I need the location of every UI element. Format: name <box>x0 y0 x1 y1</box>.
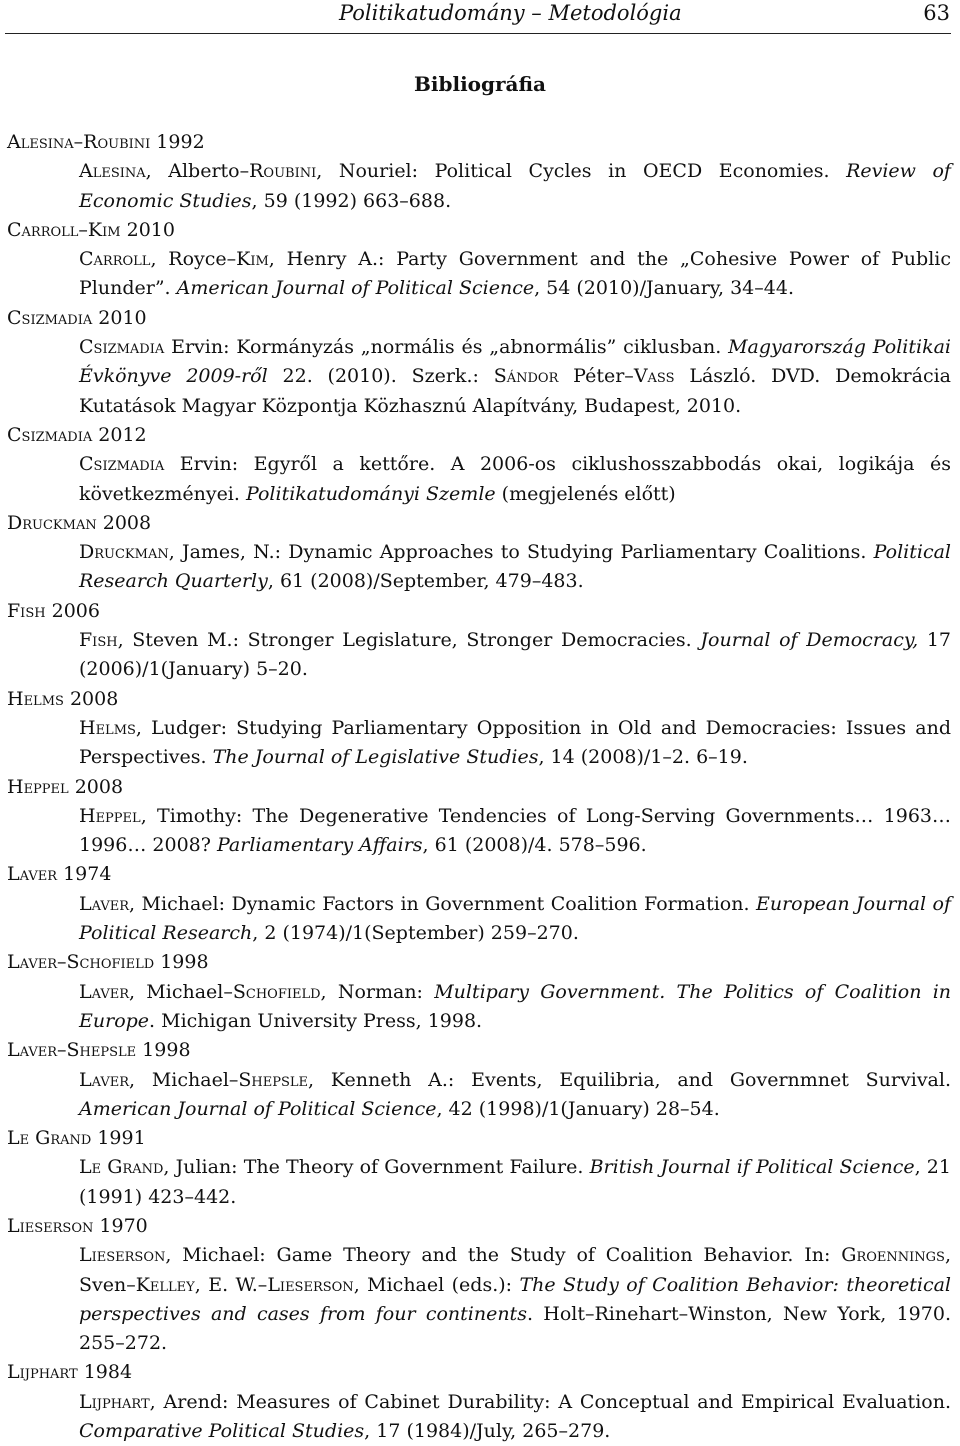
citation-text: . Michigan University Press, 1998. <box>149 1009 483 1032</box>
author-name: Sándor <box>493 365 559 388</box>
publication-title: European Journal of Political Research <box>79 892 951 945</box>
author-name: Laver <box>79 1068 130 1091</box>
citation-text: , James, N.: Dynamic Approaches to Studying Parliamentary Coalitions. <box>168 541 874 564</box>
citation-text: , Steven M.: Stronger Legislature, Stronger Democracies. <box>117 629 701 652</box>
citation-text: , 14 (2008)/1–2. 6–19. <box>538 746 748 769</box>
citation-text: , Michael: Game Theory and the Study of Coalition Behavior. In: <box>165 1244 842 1267</box>
citation-text: (megjelenés előtt) <box>495 482 676 505</box>
author-name: Vass <box>633 365 675 388</box>
bib-entry <box>7 860 951 948</box>
citation-text: László. DVD. Demokrácia Kutatások Magyar Központja Közhasznú Alapítvány, Budapest, 2010. <box>79 365 951 417</box>
citation-text: , 59 (1992) 663–688. <box>251 189 452 212</box>
bib-entry-text <box>79 245 951 304</box>
citation-text: , Norman: <box>320 980 435 1003</box>
header-rule <box>5 33 951 34</box>
page-number: 63 <box>923 1 950 25</box>
bib-entry-key: Alesina–Roubini 1992 <box>7 131 205 153</box>
bib-entry <box>7 128 951 216</box>
citation-text: , 21 (1991) 423–442. <box>79 1156 951 1208</box>
author-name: Carroll <box>79 248 151 271</box>
author-name: Groennings <box>841 1244 945 1267</box>
publication-title: Magyarország Politikai Évkönyve 2009-ről <box>79 336 951 388</box>
publication-title: Journal of Democracy, <box>700 629 919 652</box>
bib-entry-text <box>79 714 951 773</box>
author-name: Roubini <box>249 160 317 183</box>
publication-title: Political Research Quarterly <box>79 541 951 593</box>
bib-entry <box>7 1358 951 1446</box>
bib-entry-text <box>79 1153 951 1212</box>
citation-text: , Nouriel: Political Cycles in OECD Economies. <box>316 160 847 183</box>
bib-entry-key: Carroll–Kim 2010 <box>7 218 175 241</box>
citation-text: , Sven– <box>79 1244 951 1296</box>
citation-text: , 2 (1974)/1(September) 259–270. <box>252 922 579 945</box>
author-name: Kelley <box>135 1273 195 1296</box>
author-name: Shepsle <box>238 1068 309 1091</box>
publication-title: The Journal of Legislative Studies <box>212 746 539 769</box>
publication-title: Comparative Political Studies <box>79 1420 365 1443</box>
author-name: Lieserson <box>267 1273 354 1296</box>
running-title: Politikatudomány – Metodológia <box>339 1 682 25</box>
author-name: Csizmadia <box>79 336 165 359</box>
bib-entry <box>7 509 951 597</box>
citation-text: , E. W.– <box>194 1273 268 1296</box>
bib-entry-text <box>79 538 951 597</box>
bib-entry-key: Laver 1974 <box>7 863 112 886</box>
publication-title: Review of Economic Studies <box>79 160 951 212</box>
author-name: Kim <box>236 248 269 271</box>
bib-entry-text <box>79 1066 951 1125</box>
citation-text: , 42 (1998)/1(January) 28–54. <box>436 1097 720 1120</box>
citation-text: . Holt–Rinehart–Winston, New York, 1970. 255–272. <box>79 1302 951 1355</box>
author-name: Schofield <box>232 980 321 1003</box>
citation-text: , 17 (1984)/July, 265–279. <box>364 1420 611 1443</box>
author-name: Laver <box>79 980 130 1003</box>
bib-entry-key: Druckman 2008 <box>7 511 152 534</box>
author-name: Laver <box>79 892 130 915</box>
bib-entry <box>7 1124 951 1212</box>
author-name: Lijphart <box>79 1390 150 1413</box>
section-heading: Bibliográfia <box>413 72 546 96</box>
bib-entry <box>7 304 951 421</box>
citation-text: , Michael: Dynamic Factors in Government Coalition Formation. <box>129 892 756 915</box>
citation-text: , Timothy: The Degenerative Tendencies of Long-Serving Governments… 1963… 1996… 2008? <box>79 804 951 857</box>
bib-entry-text <box>79 978 951 1037</box>
author-name: Csizmadia <box>79 453 165 476</box>
bib-entry <box>7 216 951 304</box>
bib-entry-key: Laver–Schofield 1998 <box>7 951 209 974</box>
citation-text: , 54 (2010)/January, 34–44. <box>534 277 794 300</box>
bib-entry-text <box>79 1241 951 1358</box>
citation-text: , Royce– <box>150 248 237 271</box>
bib-entry-text <box>79 1388 951 1446</box>
author-name: Alesina <box>79 160 146 183</box>
bib-entry-key: Le Grand 1991 <box>7 1127 146 1150</box>
bib-entry <box>7 597 951 685</box>
publication-title: American Journal of Political Science <box>79 1097 437 1120</box>
bib-entry-key: Fish 2006 <box>7 599 100 622</box>
citation-text: , 61 (2008)/September, 479–483. <box>267 570 584 593</box>
citation-text: , 61 (2008)/4. 578–596. <box>422 834 647 857</box>
bib-entry-text <box>79 626 951 685</box>
publication-title: British Journal if Political Science <box>589 1156 915 1179</box>
author-name: Druckman <box>79 541 169 564</box>
author-name: Heppel <box>79 804 141 827</box>
bib-entry-text <box>79 450 951 509</box>
bib-entry <box>7 421 951 509</box>
bib-entry-text <box>79 157 951 216</box>
citation-text: , Alberto– <box>145 160 250 183</box>
publication-title: American Journal of Political Science <box>176 277 535 300</box>
publication-title: Parliamentary Affairs <box>216 834 423 857</box>
bib-entry-key: Laver–Shepsle 1998 <box>7 1039 191 1062</box>
bib-entry-key: Lieserson 1970 <box>7 1214 148 1237</box>
citation-text: Ervin: Egyről a kettőre. A 2006-os ciklushosszabbodás okai, logikája és következményei. <box>79 453 951 505</box>
citation-text: 17 (2006)/1(January) 5–20. <box>79 629 951 681</box>
bib-entry <box>7 773 951 861</box>
citation-text: , Henry A.: Party Government and the „Cohesive Power of Public Plunder”. <box>79 248 951 300</box>
citation-text: , Kenneth A.: Events, Equilibria, and Governmnet Survival. <box>308 1068 951 1091</box>
citation-text: Péter– <box>558 365 634 388</box>
citation-text: , Ludger: Studying Parliamentary Opposition in Old and Democracies: Issues and Perspectives. <box>79 716 951 769</box>
bib-entry-text <box>79 890 951 949</box>
bib-entry <box>7 1036 951 1124</box>
bib-entry-key: Helms 2008 <box>7 687 119 710</box>
publication-title: Politikatudományi Szemle <box>245 482 496 505</box>
publication-title: The Study of Coalition Behavior: theoretical perspectives and cases from four continents <box>79 1273 951 1325</box>
author-name: Lieserson <box>79 1244 166 1267</box>
publication-title: Multipary Government. The Politics of Coalition in Europe <box>79 980 952 1032</box>
citation-text: , Julian: The Theory of Government Failure. <box>163 1156 590 1179</box>
bib-entry-text <box>79 802 951 861</box>
citation-text: , Michael (eds.): <box>353 1273 520 1296</box>
citation-text: , Michael– <box>129 1068 239 1091</box>
bib-entry-key: Csizmadia 2012 <box>7 423 147 446</box>
bib-entry <box>7 1212 951 1358</box>
author-name: Helms <box>79 716 136 739</box>
citation-text: 22. (2010). Szerk.: <box>267 365 494 388</box>
bib-entry <box>7 948 951 1036</box>
author-name: Le Grand <box>79 1156 164 1179</box>
citation-text: , Arend: Measures of Cabinet Durability: A Conceptual and Empirical Evaluation. <box>149 1390 951 1413</box>
bib-entry-text <box>79 333 951 421</box>
citation-text: Ervin: Kormányzás „normális és „abnormális” ciklusban. <box>164 336 729 359</box>
running-header <box>0 0 960 34</box>
bib-entry-key: Heppel 2008 <box>7 775 124 798</box>
citation-text: , Michael– <box>129 980 233 1003</box>
bibliography-list <box>7 128 951 1446</box>
bib-entry-key: Csizmadia 2010 <box>7 306 147 329</box>
bib-entry <box>7 685 951 773</box>
bib-entry-key: Lijphart 1984 <box>7 1361 133 1384</box>
author-name: Fish <box>79 629 118 652</box>
